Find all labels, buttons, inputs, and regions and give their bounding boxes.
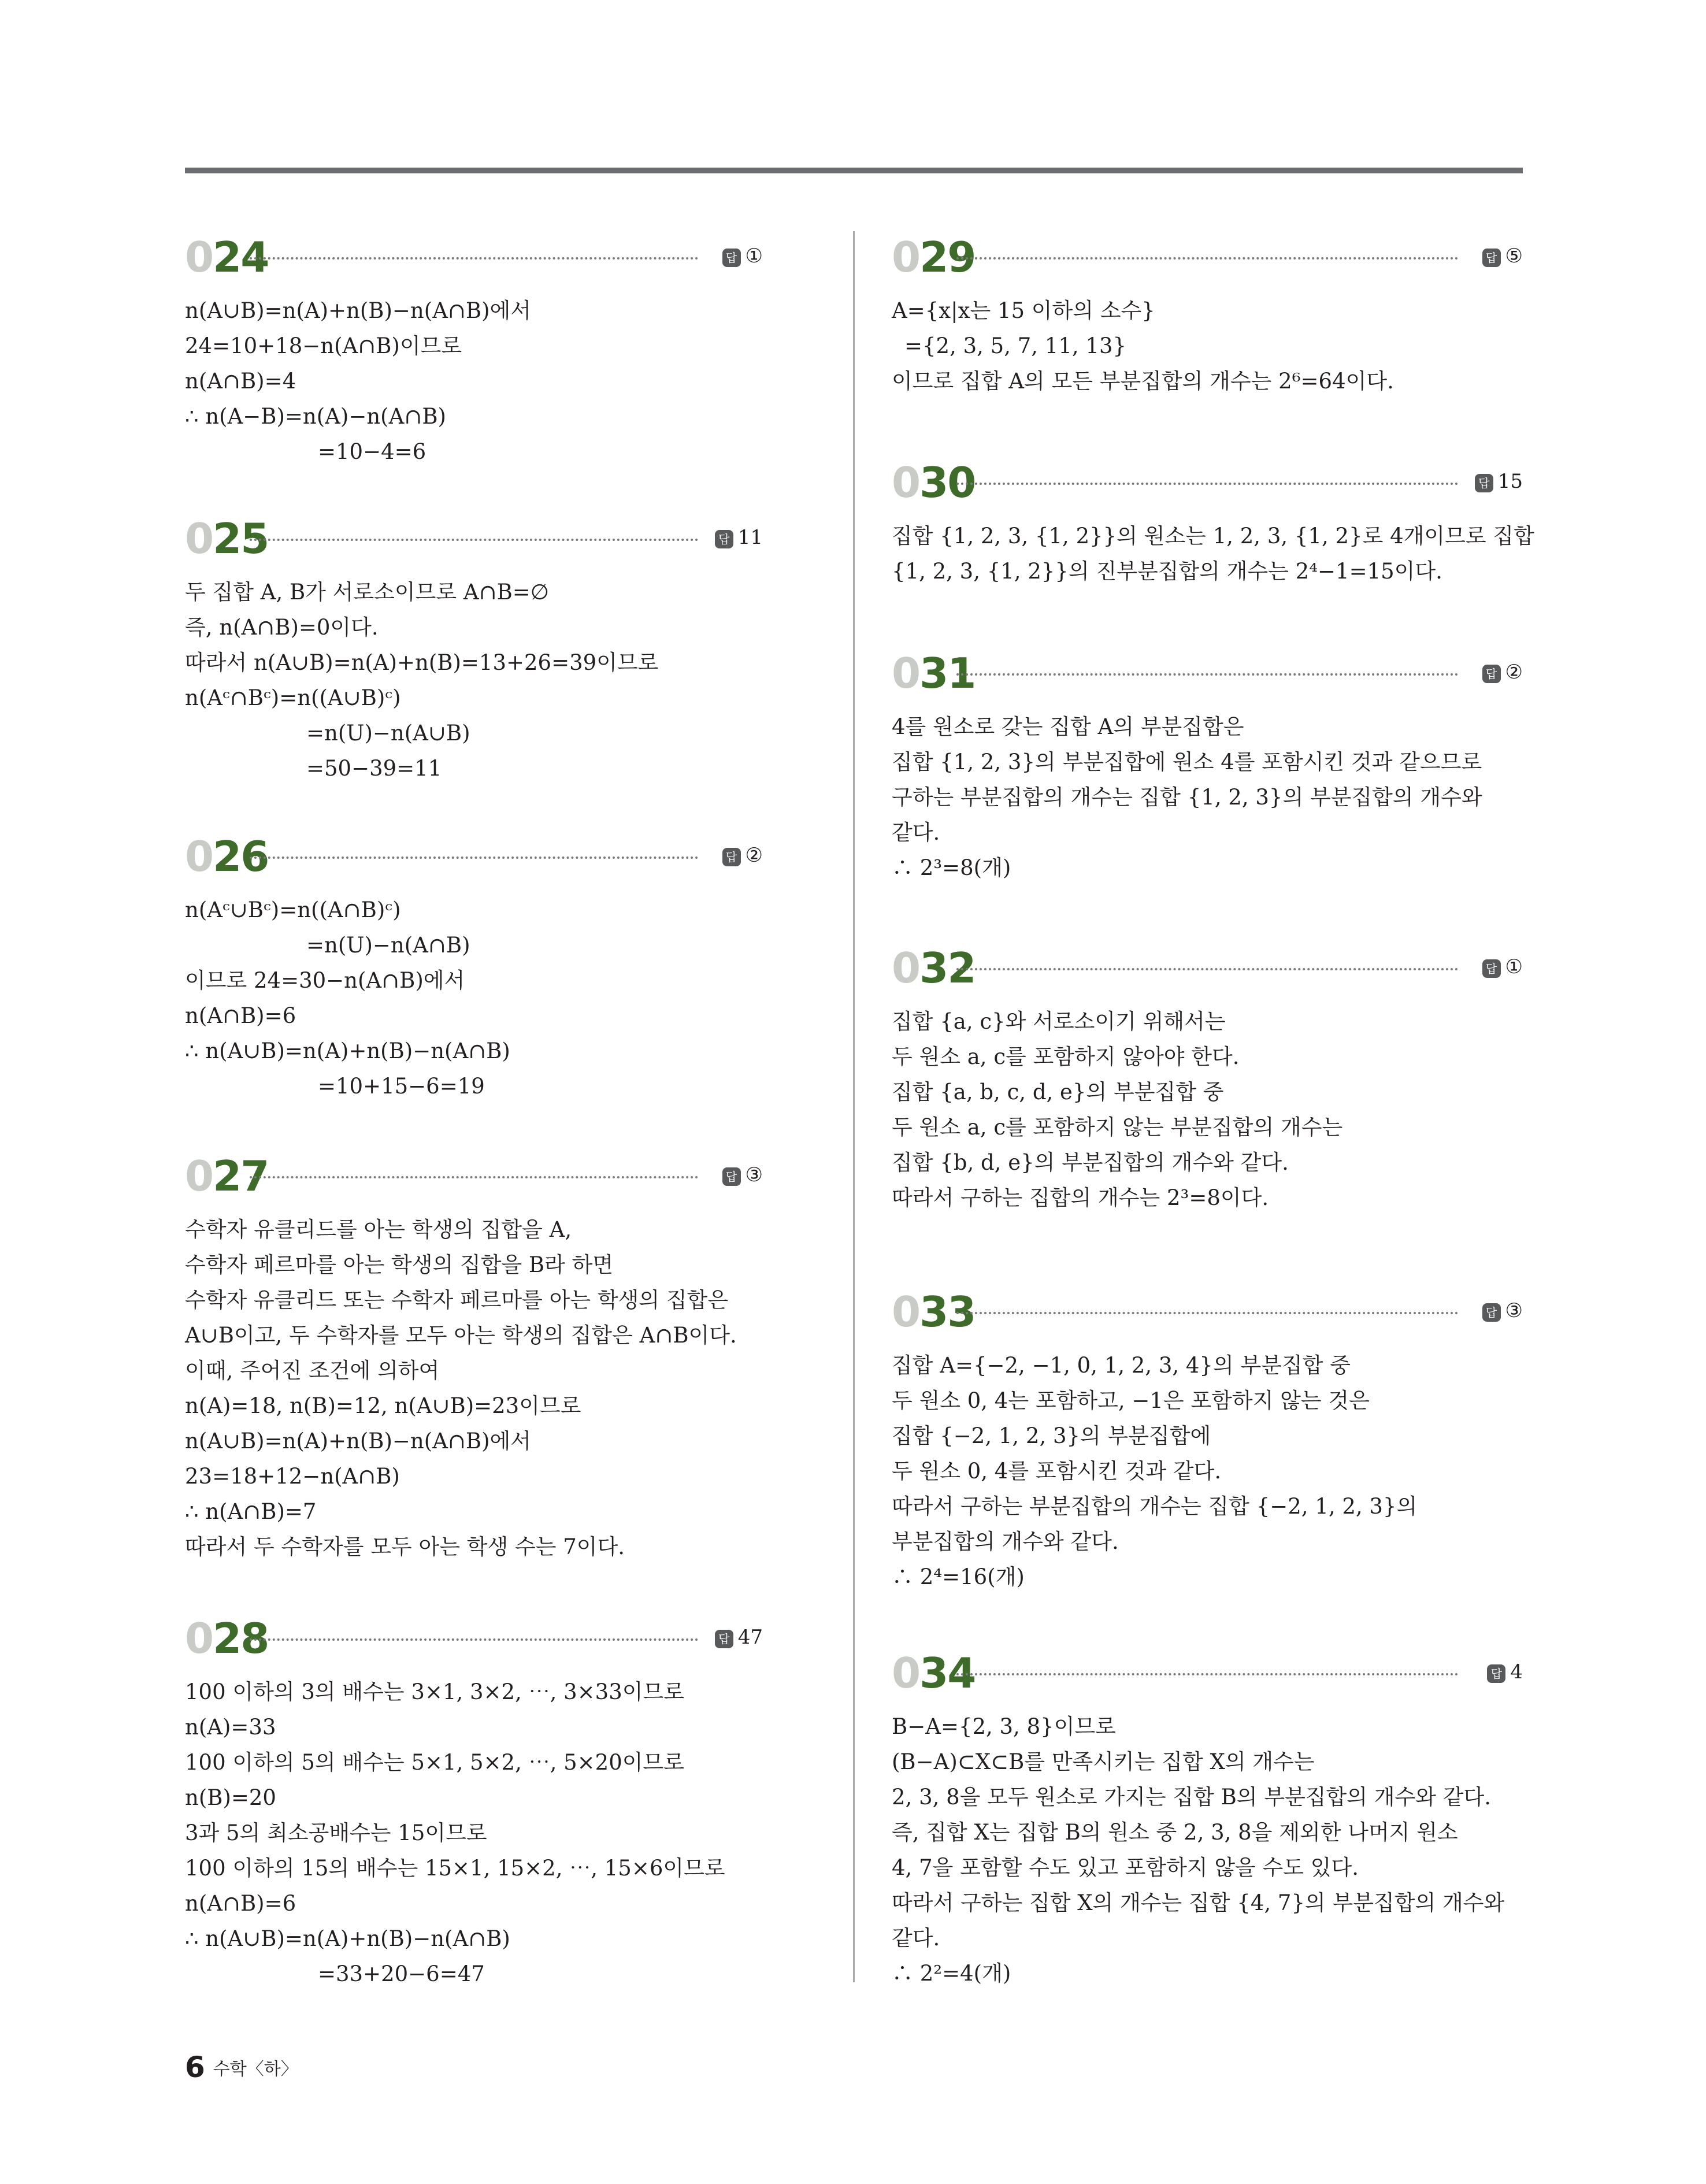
dotted-leader xyxy=(250,856,698,859)
solution-line: 따라서 구하는 집합 X의 개수는 집합 {4, 7}의 부분집합의 개수와 xyxy=(892,1890,1505,1915)
solution-line: 수학자 유클리드 또는 수학자 페르마를 아는 학생의 집합은 xyxy=(185,1288,729,1312)
solution-line: ∴ 2²=4(개) xyxy=(892,1961,1011,1986)
answer-icon: 답 xyxy=(1482,1303,1501,1322)
solution-line: 4, 7을 포함할 수도 있고 포함하지 않을 수도 있다. xyxy=(892,1855,1359,1880)
solution-line: 두 원소 a, c를 포함하지 않아야 한다. xyxy=(892,1044,1240,1069)
solution-body xyxy=(185,293,763,469)
solution-line: 이때, 주어진 조건에 의하여 xyxy=(185,1358,440,1383)
solution-line: n(A∪B)=n(A)+n(B)−n(A∩B)에서 xyxy=(185,1429,532,1453)
answer-tag xyxy=(722,1163,763,1186)
dotted-leader xyxy=(956,673,1458,676)
solution-line: 23=18+12−n(A∩B) xyxy=(185,1464,400,1489)
problem-number: 027 xyxy=(185,1152,269,1200)
problem-header xyxy=(892,234,1523,280)
solution-line: =n(U)−n(A∩B) xyxy=(306,933,470,958)
page-footer xyxy=(185,2050,298,2084)
problem-028 xyxy=(185,1615,763,1992)
solution-line: ∴ 2⁴=16(개) xyxy=(892,1564,1025,1589)
top-rule xyxy=(185,168,1523,173)
answer-icon: 답 xyxy=(722,848,741,866)
problem-header xyxy=(892,1650,1523,1696)
answer-value: ① xyxy=(745,244,763,268)
solution-body xyxy=(892,293,1523,399)
solution-line: 24=10+18−n(A∩B)이므로 xyxy=(185,333,462,358)
solution-line: n(Aᶜ∩Bᶜ)=n((A∪B)ᶜ) xyxy=(185,685,401,710)
problem-header xyxy=(185,833,763,880)
solution-line: n(A∩B)=6 xyxy=(185,1003,296,1028)
answer-value: ② xyxy=(745,844,763,867)
solution-line: 100 이하의 5의 배수는 5×1, 5×2, ⋯, 5×20이므로 xyxy=(185,1750,684,1775)
solution-body xyxy=(185,1212,763,1564)
solution-line: 따라서 n(A∪B)=n(A)+n(B)=13+26=39이므로 xyxy=(185,650,659,675)
solution-line: ∴ n(A−B)=n(A)−n(A∩B) xyxy=(185,404,446,429)
solution-line: {1, 2, 3, {1, 2}}의 진부분집합의 개수는 2⁴−1=15이다. xyxy=(892,559,1442,584)
problem-026 xyxy=(185,833,763,1104)
answer-tag xyxy=(1482,661,1523,684)
solution-line: 집합 {a, c}와 서로소이기 위해서는 xyxy=(892,1009,1226,1034)
dotted-leader xyxy=(250,257,698,259)
problem-030 xyxy=(892,458,1534,589)
solution-line: 구하는 부분집합의 개수는 집합 {1, 2, 3}의 부분집합의 개수와 xyxy=(892,785,1482,810)
solution-line: 두 원소 0, 4는 포함하고, −1은 포함하지 않는 것은 xyxy=(892,1388,1370,1413)
solution-line: 수학자 유클리드를 아는 학생의 집합을 A, xyxy=(185,1217,572,1242)
answer-icon: 답 xyxy=(715,530,733,548)
solution-body xyxy=(892,518,1534,589)
dotted-leader xyxy=(956,1673,1458,1675)
answer-icon: 답 xyxy=(1482,959,1501,978)
dotted-leader xyxy=(250,539,698,541)
problem-029 xyxy=(892,234,1523,399)
solution-line: 이므로 24=30−n(A∩B)에서 xyxy=(185,968,465,993)
answer-icon: 답 xyxy=(722,249,741,267)
problem-number: 024 xyxy=(185,233,269,281)
answer-value: ② xyxy=(1505,661,1523,684)
answer-icon: 답 xyxy=(722,1167,741,1186)
solution-line: 이므로 집합 A의 모든 부분집합의 개수는 2⁶=64이다. xyxy=(892,369,1394,394)
problem-032 xyxy=(892,945,1523,1215)
answer-value: 4 xyxy=(1510,1660,1523,1684)
solution-line: A={x|x는 15 이하의 소수} xyxy=(892,298,1155,323)
solution-line: 4를 원소로 갖는 집합 A의 부분집합은 xyxy=(892,714,1244,739)
answer-value: ③ xyxy=(745,1163,763,1186)
problem-number: 030 xyxy=(892,458,976,507)
problem-025 xyxy=(185,516,763,786)
solution-line: 따라서 두 수학자를 모두 아는 학생 수는 7이다. xyxy=(185,1534,625,1559)
problem-header xyxy=(185,1615,763,1662)
problem-number: 025 xyxy=(185,514,269,563)
problem-number: 028 xyxy=(185,1614,269,1663)
solution-line: 같다. xyxy=(892,820,940,845)
answer-value: 11 xyxy=(737,526,763,549)
solution-line: 3과 5의 최소공배수는 15이므로 xyxy=(185,1820,487,1845)
answer-tag xyxy=(722,844,763,867)
answer-tag xyxy=(1487,1660,1523,1684)
answer-tag xyxy=(1482,1299,1523,1322)
dotted-leader xyxy=(956,257,1458,259)
solution-line: B−A={2, 3, 8}이므로 xyxy=(892,1714,1116,1739)
solution-line: 집합 {1, 2, 3, {1, 2}}의 원소는 1, 2, 3, {1, 2}로 4개이므로 집합 xyxy=(892,524,1534,548)
problem-number: 032 xyxy=(892,944,976,992)
problem-header xyxy=(892,650,1523,696)
solution-line: A∪B이고, 두 수학자를 모두 아는 학생의 집합은 A∩B이다. xyxy=(185,1323,737,1348)
solution-line: =50−39=11 xyxy=(306,756,442,781)
answer-value: 47 xyxy=(737,1626,763,1649)
answer-tag xyxy=(1482,955,1523,978)
solution-line: 즉, n(A∩B)=0이다. xyxy=(185,615,379,640)
solution-line: ∴ 2³=8(개) xyxy=(892,855,1011,880)
answer-value: ③ xyxy=(1505,1299,1523,1322)
answer-tag xyxy=(715,1626,763,1649)
problem-header xyxy=(892,945,1523,991)
answer-value: 15 xyxy=(1497,470,1523,493)
answer-tag xyxy=(722,244,763,268)
answer-icon: 답 xyxy=(715,1630,733,1648)
solution-line: n(A∪B)=n(A)+n(B)−n(A∩B)에서 xyxy=(185,298,532,323)
solution-line: n(A)=18, n(B)=12, n(A∪B)=23이므로 xyxy=(185,1393,581,1418)
dotted-leader xyxy=(250,1638,698,1641)
solution-line: =10+15−6=19 xyxy=(318,1074,485,1099)
problem-033 xyxy=(892,1289,1523,1595)
solution-line: n(A∩B)=4 xyxy=(185,369,296,394)
solution-line: 집합 {a, b, c, d, e}의 부분집합 중 xyxy=(892,1080,1224,1104)
book-subject: 수학〈하〉 xyxy=(213,2059,298,2079)
solution-line: 같다. xyxy=(892,1926,940,1951)
answer-icon: 답 xyxy=(1475,474,1493,492)
dotted-leader xyxy=(956,968,1458,970)
solution-body xyxy=(892,1709,1523,1991)
solution-line: 집합 {−2, 1, 2, 3}의 부분집합에 xyxy=(892,1423,1211,1448)
problem-031 xyxy=(892,650,1523,885)
dotted-leader xyxy=(956,1312,1458,1314)
problem-header xyxy=(185,516,763,562)
solution-line: 따라서 구하는 집합의 개수는 2³=8이다. xyxy=(892,1185,1269,1210)
problem-027 xyxy=(185,1153,763,1564)
solution-body xyxy=(185,892,763,1104)
solution-line: 집합 {b, d, e}의 부분집합의 개수와 같다. xyxy=(892,1150,1289,1175)
solution-line: n(Aᶜ∪Bᶜ)=n((A∩B)ᶜ) xyxy=(185,898,401,922)
answer-tag xyxy=(715,526,763,549)
problem-024 xyxy=(185,234,763,469)
solution-line: n(A)=33 xyxy=(185,1715,276,1740)
solution-line: (B−A)⊂X⊂B를 만족시키는 집합 X의 개수는 xyxy=(892,1749,1315,1774)
solution-line: =10−4=6 xyxy=(318,439,426,464)
problem-number: 034 xyxy=(892,1649,976,1697)
solution-line: =n(U)−n(A∪B) xyxy=(306,721,470,746)
problem-number: 029 xyxy=(892,233,976,281)
page-number: 6 xyxy=(185,2050,205,2084)
solution-body xyxy=(892,1004,1523,1215)
problem-number: 031 xyxy=(892,649,976,698)
solution-line: ∴ n(A∪B)=n(A)+n(B)−n(A∩B) xyxy=(185,1039,510,1063)
solution-line: 100 이하의 3의 배수는 3×1, 3×2, ⋯, 3×33이므로 xyxy=(185,1679,684,1704)
solution-line: 따라서 구하는 부분집합의 개수는 집합 {−2, 1, 2, 3}의 xyxy=(892,1494,1418,1519)
solution-line: 집합 A={−2, −1, 0, 1, 2, 3, 4}의 부분집합 중 xyxy=(892,1353,1351,1378)
solution-line: ={2, 3, 5, 7, 11, 13} xyxy=(904,333,1127,358)
dotted-leader xyxy=(956,483,1458,485)
solution-line: 부분집합의 개수와 같다. xyxy=(892,1529,1119,1554)
solution-line: 집합 {1, 2, 3}의 부분집합에 원소 4를 포함시킨 것과 같으므로 xyxy=(892,750,1482,774)
problem-header xyxy=(185,234,763,280)
problem-header xyxy=(892,459,1523,506)
solution-line: 2, 3, 8을 모두 원소로 가지는 집합 B의 부분집합의 개수와 같다. xyxy=(892,1785,1492,1810)
solution-line: n(B)=20 xyxy=(185,1785,276,1810)
column-divider xyxy=(853,231,855,1982)
solution-line: ∴ n(A∩B)=7 xyxy=(185,1499,317,1524)
dotted-leader xyxy=(250,1176,698,1178)
answer-icon: 답 xyxy=(1482,665,1501,683)
solution-line: =33+20−6=47 xyxy=(318,1961,485,1986)
solution-body xyxy=(185,1674,763,1992)
answer-value: ① xyxy=(1505,955,1523,978)
solution-body xyxy=(892,709,1523,885)
answer-icon: 답 xyxy=(1487,1664,1505,1683)
problem-header xyxy=(185,1153,763,1199)
solution-body xyxy=(185,574,763,786)
problem-034 xyxy=(892,1650,1523,1991)
solution-body xyxy=(892,1348,1523,1595)
answer-tag xyxy=(1482,244,1523,268)
solution-line: 수학자 페르마를 아는 학생의 집합을 B라 하면 xyxy=(185,1252,614,1277)
solution-line: 즉, 집합 X는 집합 B의 원소 중 2, 3, 8을 제외한 나머지 원소 xyxy=(892,1820,1458,1845)
problem-number: 026 xyxy=(185,832,269,881)
solution-line: 두 집합 A, B가 서로소이므로 A∩B=∅ xyxy=(185,580,550,605)
answer-value: ⑤ xyxy=(1505,244,1523,268)
solution-line: 두 원소 0, 4를 포함시킨 것과 같다. xyxy=(892,1459,1222,1484)
answer-tag xyxy=(1475,470,1523,493)
solution-line: 두 원소 a, c를 포함하지 않는 부분집합의 개수는 xyxy=(892,1115,1343,1140)
solution-line: 100 이하의 15의 배수는 15×1, 15×2, ⋯, 15×6이므로 xyxy=(185,1856,725,1881)
solution-line: ∴ n(A∪B)=n(A)+n(B)−n(A∩B) xyxy=(185,1926,510,1951)
problem-number: 033 xyxy=(892,1288,976,1336)
answer-icon: 답 xyxy=(1482,249,1501,267)
solution-line: n(A∩B)=6 xyxy=(185,1891,296,1916)
problem-header xyxy=(892,1289,1523,1335)
